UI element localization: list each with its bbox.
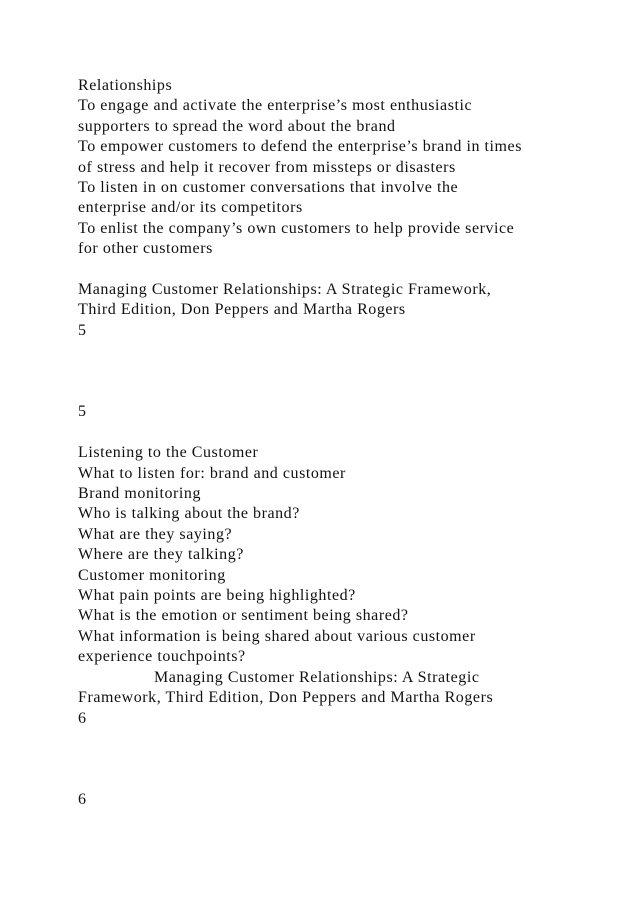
text-line: To engage and activate the enterprise’s most enthusiastic	[78, 97, 473, 115]
text-line: supporters to spread the word about the brand	[78, 117, 396, 135]
slide-number: 6	[78, 709, 87, 727]
text-line: Brand monitoring	[78, 485, 202, 503]
slide-number: 5	[78, 321, 87, 339]
blank-line	[78, 341, 618, 361]
blank-line	[78, 382, 618, 402]
text-line: for other customers	[78, 240, 213, 258]
text-line: What is the emotion or sentiment being shared?	[78, 607, 409, 625]
blank-line	[78, 423, 618, 443]
blank-line	[78, 260, 618, 280]
text-line: What pain points are being highlighted?	[78, 587, 356, 605]
text-line: Where are they talking?	[78, 546, 244, 564]
text-line: What are they saying?	[78, 525, 233, 543]
section-heading-relationships: Relationships	[78, 77, 173, 94]
text-line: To enlist the company’s own customers to help provide service	[78, 219, 515, 237]
source-citation: Managing Customer Relationships: A Strategic	[154, 668, 480, 686]
blank-line	[78, 729, 618, 749]
document-text	[78, 76, 618, 811]
source-citation: Framework, Third Edition, Don Peppers and Martha Rogers	[78, 689, 494, 707]
text-line: To empower customers to defend the enterprise’s brand in times	[78, 138, 522, 156]
text-line: experience touchpoints?	[78, 648, 246, 666]
text-line: of stress and help it recover from missteps or disasters	[78, 158, 456, 176]
text-line: What to listen for: brand and customer	[78, 464, 346, 482]
slide-number: 6	[78, 791, 87, 809]
blank-line	[78, 770, 618, 790]
blank-line	[78, 362, 618, 382]
text-line: Customer monitoring	[78, 566, 226, 584]
source-citation: Managing Customer Relationships: A Strategic Framework,	[78, 281, 492, 299]
blank-line	[78, 749, 618, 769]
source-citation: Third Edition, Don Peppers and Martha Rogers	[78, 301, 406, 319]
text-line: What information is being shared about various customer	[78, 627, 476, 645]
text-line: enterprise and/or its competitors	[78, 199, 303, 217]
text-line: To listen in on customer conversations that involve the	[78, 179, 459, 197]
slide-number: 5	[78, 403, 87, 421]
section-heading-listening: Listening to the Customer	[78, 444, 259, 462]
text-line: Who is talking about the brand?	[78, 505, 300, 523]
